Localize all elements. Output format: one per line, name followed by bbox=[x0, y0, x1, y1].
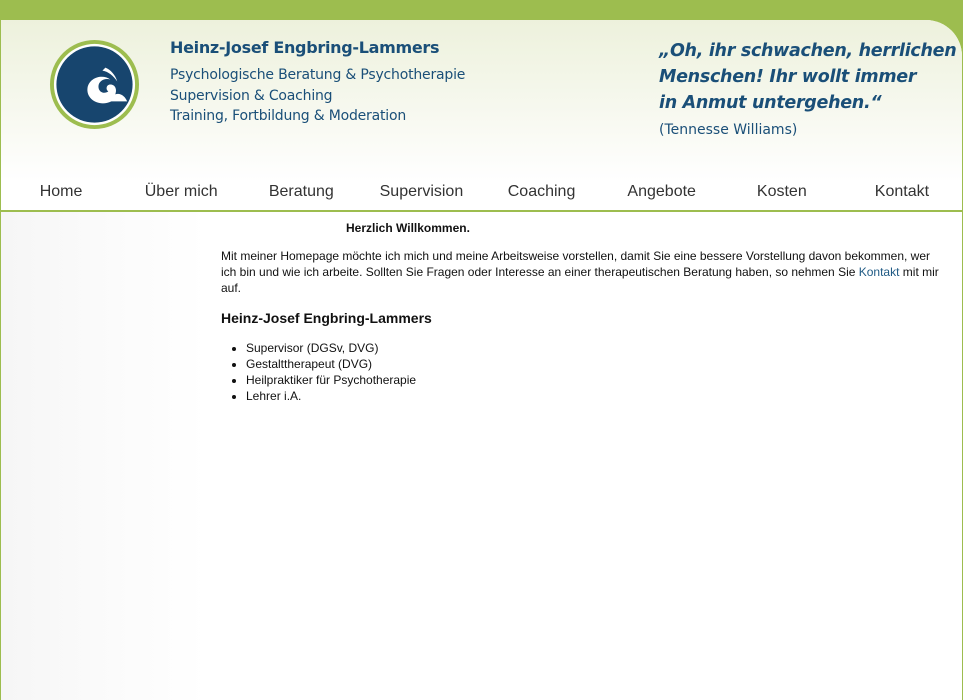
nav-item-supervision[interactable]: Supervision bbox=[379, 183, 464, 200]
service-line: Training, Fortbildung & Moderation bbox=[170, 108, 407, 124]
nav-item-ueber-mich[interactable]: Über mich bbox=[144, 183, 218, 200]
header bbox=[1, 20, 962, 210]
list-item: • Lehrer i.A. bbox=[246, 388, 941, 404]
quote-block bbox=[659, 38, 959, 138]
nav-item-kontakt[interactable]: Kontakt bbox=[874, 183, 930, 200]
intro-text-end: mit mir auf. bbox=[221, 265, 939, 295]
wave-logo-icon bbox=[48, 38, 141, 131]
nav-item-home[interactable]: Home bbox=[39, 183, 83, 200]
contact-link[interactable]: Kontakt bbox=[858, 265, 900, 279]
person-heading: Heinz-Josef Engbring-Lammers bbox=[221, 310, 432, 326]
quote-line: in Anmut untergehen.“ bbox=[659, 93, 882, 113]
left-column bbox=[1, 212, 206, 700]
welcome-heading: Herzlich Willkommen. bbox=[346, 221, 470, 235]
quote-author: (Tennesse Williams) bbox=[659, 122, 798, 138]
list-item: • Gestalttherapeut (DVG) bbox=[246, 356, 941, 372]
main-nav bbox=[1, 178, 962, 212]
list-item: • Supervisor (DGSv, DVG) bbox=[246, 340, 941, 356]
intro-text: Mit meiner Homepage möchte ich mich und meine Arbeitsweise vorstellen, damit Sie eine bessere Vorstellung davon bekommen, wer ich bin und wie ich arbeite. Sollten Sie Fragen oder Interesse an einer therapeutischen Beratung haben, so nehmen Sie bbox=[221, 249, 931, 279]
service-line: Psychologische Beratung & Psychotherapie bbox=[170, 67, 466, 83]
nav-item-coaching[interactable]: Coaching bbox=[507, 183, 576, 200]
intro-paragraph bbox=[221, 248, 941, 296]
brand-name: Heinz-Josef Engbring-Lammers bbox=[170, 38, 440, 57]
qualifications-list bbox=[221, 340, 941, 404]
quote-line: Menschen! Ihr wollt immer bbox=[659, 67, 917, 87]
brand-block bbox=[170, 38, 465, 127]
page bbox=[1, 20, 962, 700]
service-line: Supervision & Coaching bbox=[170, 87, 333, 104]
nav-item-kosten[interactable]: Kosten bbox=[756, 183, 807, 200]
nav-item-angebote[interactable]: Angebote bbox=[627, 183, 696, 200]
main-content bbox=[221, 220, 941, 404]
list-item: • Heilpraktiker für Psychotherapie bbox=[246, 372, 941, 388]
quote-line: „Oh, ihr schwachen, herrlichen bbox=[659, 41, 957, 61]
nav-item-beratung[interactable]: Beratung bbox=[268, 183, 334, 200]
